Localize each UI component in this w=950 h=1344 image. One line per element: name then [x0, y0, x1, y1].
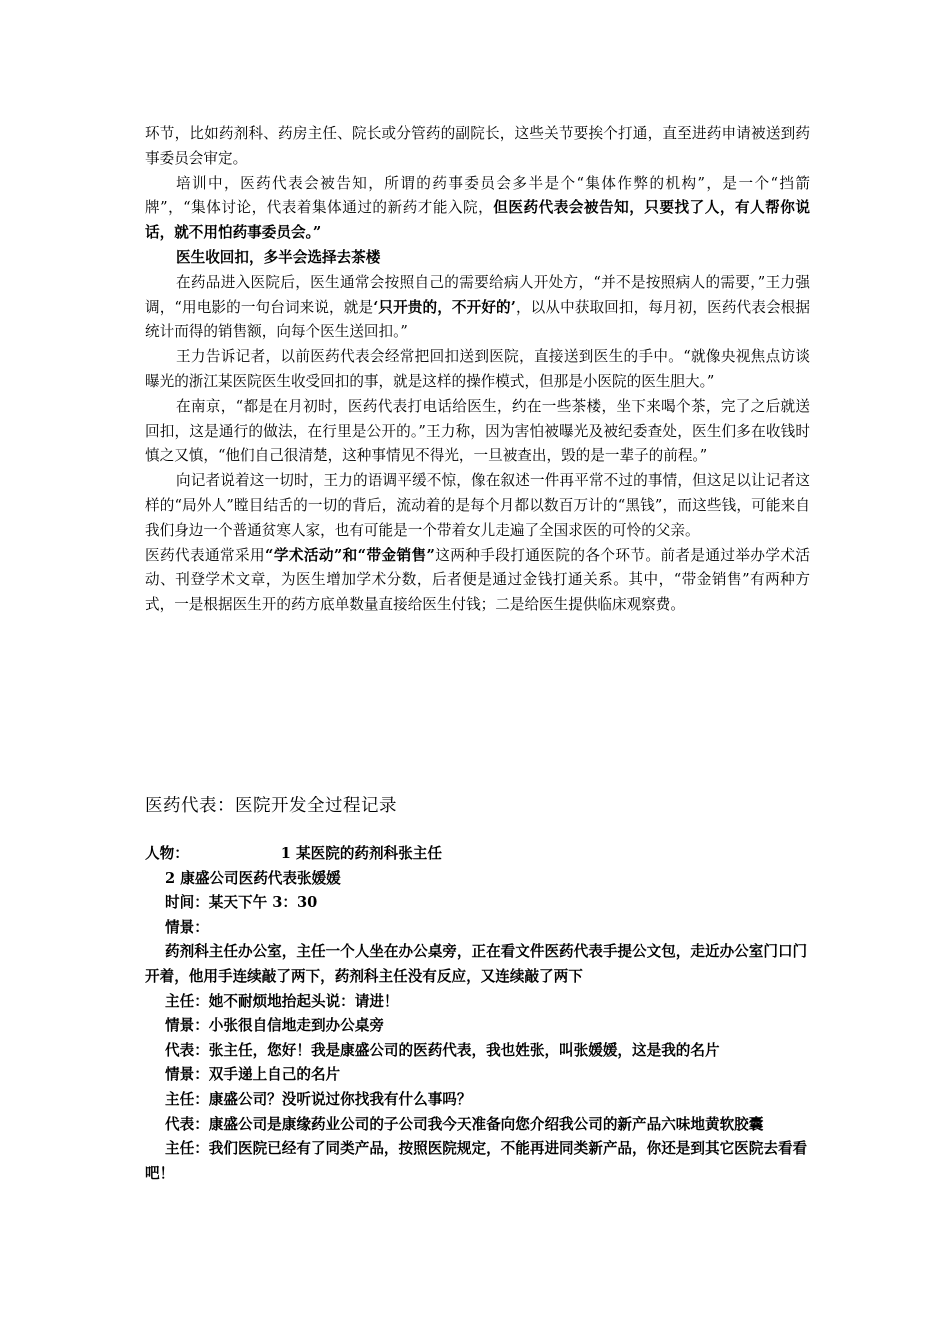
- section-title: 医药代表：医院开发全过程记录: [145, 796, 397, 816]
- people-line: [145, 842, 810, 867]
- person-2: 2 康盛公司医药代表张媛媛: [165, 869, 341, 887]
- paragraph-bold-text: 但医药代表会被告知，只要找了人，有人帮你说话，就不用怕药事委员会。”: [145, 199, 810, 242]
- paragraph-text: 培训中，医药代表会被告知，所谓的药事委员会多半是个“集体作弊的机构”，是一个“挡箭牌”，“集体讨论，代表着集体通过的新药才能入院，: [145, 174, 810, 217]
- paragraph-text: 在药品进入医院后，医生通常会按照自己的需要给病人开处方，“并不是按照病人的需要，”王力强调，“用电影的一句台词来说，就是: [145, 273, 810, 316]
- paragraph: [145, 544, 810, 618]
- paragraph-text: 这两种手段打通医院的各个环节。前者是通过举办学术活动、刊登学术文章，为医生增加学术分数，后者便是通过金钱打通关系。其中，“带金销售”有两种方式，一是根据医生开的药方底单数量直接给医生付钱；二是给医生提供临床观察费。: [145, 546, 810, 614]
- dialogue-line: 代表：康盛公司是康缘药业公司的子公司我今天准备向您介绍我公司的新产品六味地黄软胶囊: [165, 1115, 764, 1133]
- dialogue-line: 情景：双手递上自己的名片: [165, 1066, 341, 1084]
- paragraph: 环节，比如药剂科、药房主任、院长或分管药的副院长，这些关节要挨个打通，直至进药申请被送到药事委员会审定。: [145, 125, 810, 167]
- dialogue-line: 药剂科主任办公室，主任一个人坐在办公桌旁，正在看文件医药代表手提公文包，走近办公室门口门开着，他用手连续敲了两下，药剂科主任没有反应，又连续敲了两下: [145, 943, 808, 985]
- subheading: 医生收回扣，多半会选择去茶楼: [176, 248, 381, 266]
- paragraph-text: ，以从中获取回扣，每月初，医药代表会根据统计而得的销售额，向每个医生送回扣。”: [145, 298, 810, 341]
- dialogue-line: 主任：我们医院已经有了同类产品，按照医院规定，不能再进同类新产品，你还是到其它医院去看看吧！: [145, 1140, 808, 1182]
- paragraph: 王力告诉记者，以前医药代表会经常把回扣送到医院，直接送到医生的手中。“就像央视焦点访谈曝光的浙江某医院医生收受回扣的事，就是这样的操作模式，但那是小医院的医生胆大。”: [145, 348, 810, 390]
- dialogue-line: 主任：她不耐烦地抬起头说：请进！: [165, 992, 399, 1010]
- dialogue-line: 代表：张主任，您好！我是康盛公司的医药代表，我也姓张，叫张媛媛，这是我的名片: [165, 1041, 720, 1059]
- article-body: [145, 122, 810, 618]
- paragraph-bold-text: ‘只开贵的，不开好的’: [373, 298, 516, 316]
- paragraph: [145, 172, 810, 246]
- paragraph: [145, 271, 810, 345]
- paragraph-bold-text: “学术活动”和“带金销售”: [265, 546, 435, 564]
- paragraph-text: 医药代表通常采用: [145, 546, 266, 564]
- dialogue-section: [145, 842, 810, 1186]
- paragraph: 在南京，“都是在月初时，医药代表打电话给医生，约在一些茶楼，坐下来喝个茶，完了之后就送回扣，这是通行的做法，在行里是公开的。”王力称，因为害怕被曝光及被纪委查处，医生们多在收钱时慎之又慎，“他们自己很清楚，这种事情见不得光，一旦被查出，毁的是一辈子的前程。”: [145, 397, 810, 465]
- dialogue-line: 情景：小张很自信地走到办公桌旁: [165, 1017, 384, 1035]
- dialogue-line: 主任：康盛公司？没听说过你找我有什么事吗？: [165, 1090, 472, 1108]
- paragraph: 向记者说着这一切时，王力的语调平缓不惊，像在叙述一件再平常不过的事情，但这足以让记者这样的“局外人”瞠目结舌的一切的背后，流动着的是每个月都以数百万计的“黑钱”，而这些钱，可能来自我们身边一个普通贫寒人家，也有可能是一个带着女儿走遍了全国求医的可怜的父亲。: [145, 472, 810, 539]
- scene-label: 情景：: [165, 918, 209, 936]
- time-line: 时间：某天下午 3：30: [165, 894, 318, 912]
- person-1: 1 某医院的药剂科张主任: [280, 845, 442, 862]
- people-label: 人物：: [145, 845, 189, 862]
